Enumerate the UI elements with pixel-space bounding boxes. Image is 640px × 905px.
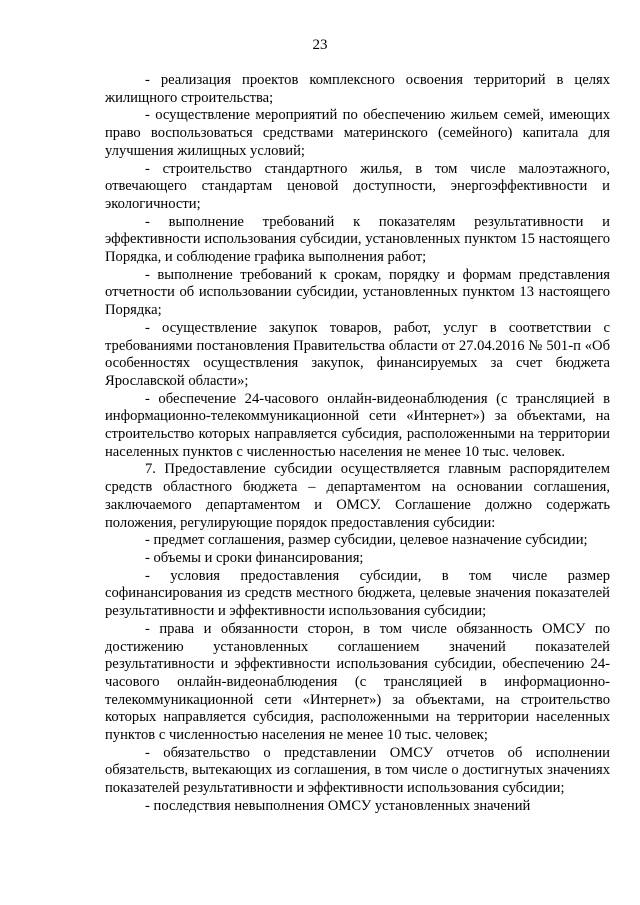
paragraph-item-reporting-obligation: - обязательство о представлении ОМСУ отчетов об исполнении обязательств, вытекающих из соглашения, в том числе о достигнутых значениях показателей результативности и эффективности использования субсидии; (105, 744, 610, 797)
paragraph-item-consequences: - последствия невыполнения ОМСУ установленных значений (145, 797, 531, 814)
paragraph-item-maternity-capital-housing: - осуществление мероприятий по обеспечению жильем семей, имеющих право воспользоваться средствами материнского (семейного) капитала для улучшения жилищных условий; (105, 107, 610, 159)
paragraph-item-video-surveillance: - обеспечение 24-часового онлайн-видеонаблюдения (с трансляцией в информационно-телекоммуникационной сети «Интернет») за объектами, на строительство которых направляется субсидия, расположенными на территории населенных пунктов с численностью населения не менее 10 тыс. человек. (105, 390, 610, 460)
paragraph-item-complex-development: - реализация проектов комплексного освоения территорий в целях жилищного строительства; (105, 72, 610, 106)
document-body (105, 72, 610, 816)
paragraph-item-reporting-requirements: - выполнение требований к срокам, порядку и формам представления отчетности об использовании субсидии, установленных пунктом 13 настоящего Порядка; (105, 266, 610, 319)
paragraph-item-performance-indicators: - выполнение требований к показателям результативности и эффективности использования субсидии, установленных пунктом 15 настоящего Порядка, и соблюдение графика выполнения работ; (105, 213, 610, 266)
paragraph-item-rights-obligations: - права и обязанности сторон, в том числе обязанность ОМСУ по достижению установленных соглашением значений показателей результативности и эффективности использования субсидии, обеспечению 24-часового онлайн-видеонаблюдения (с трансляцией в информационно-телекоммуникационной сети «Интернет») за объектами, на строительство которых направляется субсидия, расположенными на территории населенных пунктов с численностью населения не менее 10 тыс. человек; (105, 620, 610, 744)
paragraph-item-standard-housing: - строительство стандартного жилья, в том числе малоэтажного, отвечающего стандартам ценовой доступности, энергоэффективности и экологичности; (105, 160, 610, 212)
page-number: 23 (312, 37, 328, 53)
paragraph-item-financing-volumes: - объемы и сроки финансирования; (145, 549, 364, 566)
paragraph-item-agreement-subject: - предмет соглашения, размер субсидии, целевое назначение субсидии; (145, 532, 588, 549)
paragraph-item-subsidy-conditions: - условия предоставления субсидии, в том числе размер софинансирования из средств местного бюджета, целевые значения показателей результативности и эффективности использования субсидии; (105, 567, 610, 620)
paragraph-clause-7: 7. Предоставление субсидии осуществляется главным распорядителем средств областного бюджета – департаментом на основании соглашения, заключаемого департаментом и ОМСУ. Соглашение должно содержать положения, регулирующие порядок предоставления субсидии: (105, 461, 610, 531)
paragraph-item-procurement: - осуществление закупок товаров, работ, услуг в соответствии с требованиями постановления Правительства области от 27.04.2016 № 501-п «Об особенностях осуществления закупок, финансируемых за счет бюджета Ярославской области»; (105, 319, 610, 389)
